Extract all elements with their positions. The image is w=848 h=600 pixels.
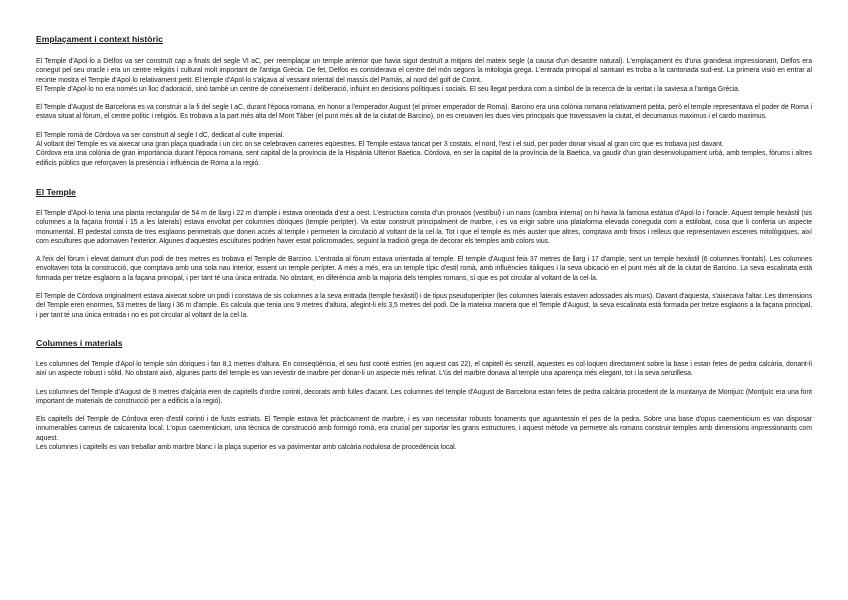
paragraph: El Temple d'August de Barcelona es va construir a la fi del segle I aC, durant l'època romana, en honor a l'emperador August (el primer emperador de Roma). Barcino era una colònia romana relativament petita, però el temple representava el poder de Roma i estava situat al fòrum, el centre polític i religiós. Es trobava a la part més alta del Mont Tàber (el punt més alt de la ciutat de Barcino), on es creuaven les dues vies principals que travessaven la ciutat, el decumanus maximus i el cardo maximus. (36, 104, 812, 121)
paragraph: El Temple d'Apol·lo no era només un lloc d'adoració, sinó també un centre de coneixement i deliberació, influint en decisions polítiques i socials. El seu llegat perdura com a símbol de la recerca de la veritat i la saviesa a l'antiga Grècia. (36, 85, 740, 93)
section-temple (36, 187, 812, 320)
paragraph: Les columnes del Temple d'Apol·lo temple són dòriques i fan 8,1 metres d'altura. En conseqüència, el seu fust conté estries (en aquest cas 22), el capitell és senzill, aquestes es col·loquen directament sobre la base i estan fetes de pedra calcària, donant-li així un aspecte robust i sòlid. No obstant això, algunes parts del temple es van revestir de marbre per donar-li un aspecte més refinat. L'ús del marbre donava al temple una aparença més elegant, tot i la seva senzillesa. (36, 360, 812, 378)
section-location-context (36, 34, 812, 168)
paragraph: Les columnes i capitells es van treballar amb marbre blanc i la plaça superior es va pavimentar amb calcària nodulosa de procedència local. (36, 444, 457, 452)
paragraph: El Temple de Còrdova originalment estava aixecat sobre un podi i constava de sis columnes a la seva entrada (temple hexàstil) i de tipus pseudoperípter (les columnes laterals estaven adossades als murs). Davant d'aquesta, s'aixecava l'altar. Les dimensions del Temple eren enormes, 53 metres de llarg i 36 m d'ample. Es calcula que tenia uns 9 metres d'altura, afegint-li els 3,5 metres del podi. De la mateixa manera que el Temple d'August, la seva escalinata està formada per tretze esglaons a la façana principal, i per tant té una única entrada i no es pot circular al voltant de la cel·la. (36, 293, 812, 319)
section-columns-materials (36, 338, 812, 452)
paragraph: Al voltant del Temple es va aixecar una gran plaça quadrada i un circ on se celebraven carreres eqüestres. El Temple estava tancat per 3 costats, el nord, l'est i el sud, per poder donar visual al gran circ que es trobava just davant. (36, 141, 724, 149)
paragraph: El Temple romà de Còrdova va ser construït al segle I dC, dedicat al culte imperial. (36, 131, 285, 139)
section-heading: Columnes i materials (36, 337, 123, 348)
paragraph: Còrdova era una colònia de gran importància durant l'època romana, sent capital de la província de la Hispània Ulterior Baetica. Còrdova, en ser la capital de la província de la Baetica, va gaudir d'un gran desenvolupament urbà, amb temples, fòrums i altres edificis públics que reforçaven la presència i influència de Roma a la regió. (36, 150, 812, 167)
paragraph: A l'eix del fòrum i elevat damunt d'un podi de tres metres es trobava el Temple de Barcino. L'entrada al fòrum estava orientada al temple. El temple d'August feia 37 metres de llarg i 17 d'ample, sent un temple hexàstil (6 columnes frontals). Les columnes envoltaven tota la construcció, que comptava amb una sola nau interior, essent un temple perípter. A més a més, era un temple típic d'estil romà, amb influències itàliques i la seva ubicació en el punt més alt de la ciutat de Barcino. La seva escalinata està formada per tretze esglaons a la façana principal, i per tant té una única entrada. No obstant, en diferència amb la majoria dels temples romans, sí que es pot circular al voltant de la cel·la. (36, 256, 812, 282)
paragraph: Les columnes del Temple d'August de 9 metres d'alçària eren de capitells d'ordre corinti, decorats amb fulles d'acant. Les columnes del temple d'August de Barcelona estan fetes de pedra calcària procedent de la muntanya de Montjuïc (Montjuïc era una font important de materials de construcció per a edificis a la regió). (36, 388, 812, 405)
section-heading: Emplaçament i context històric (36, 34, 164, 44)
paragraph: Els capitells del Temple de Còrdova eren d'estil corinti i de fusts estriats. El Temple estava fet pràcticament de marbre, i es van necessitar robusts fonaments que aguantessin el pes de la pedra. Sobre una base d'opus caementicium es van disposar innumerables carreus de calcarenita local. L'opus caementicium, una tècnica de construcció amb formigó romà, era crucial per suportar les grans estructures, i aquest mètode va permetre als romans construir temples amb dimensions impressionants com aquest. (36, 416, 812, 442)
paragraph: El Temple d'Apol·lo tenia una planta rectangular de 54 m de llarg i 22 m d'ample i estava orientada d'est a oest. L'estructura consta d'un pronaos (vestíbul) i un naos (cambra interna) on hi havia la famosa estàtua d'Apol·lo i l'oracle. Aquest temple hexàstil (sis columnes a la façana frontal i 15 a les laterals) estava envoltat per columnes dòriques (temple perípter). Va estar construït principalment de marbre, i es va erigir sobre una plataforma elevada coneguda com a estilobat, cosa que li conferia un aspecte monumental. El pedestal consta de tres esglaons perimetrals que donen accés al temple i permeten la circulació al voltant de la cel·la. Tot i que el temple és més auster que altres, comptava amb frisos i relleus que representaven escenes mitològiques, així com escultures que adornaven l'exterior. Algunes d'aquestes escultures podrien haver estat policromades, seguint la tradició grega de decorar els temples amb colors vius. (36, 209, 812, 245)
paragraph: El Temple d'Apol·lo a Delfos va ser construït cap a finals del segle VI aC, per reemplaçar un temple anterior que havia sigut destruït a mitjans del mateix segle (a causa d'un desastre natural). L'emplaçament és d'una grandesa impressionant, Delfos era conegut pel seu oracle i era un centre religiós i cultural molt important de l'antiga Grècia. De fet, Delfos es considerava el centre del món segons la mitologia grega. L'entrada principal al santuari es troba a la cantonada sud-est. La primera visió en entrar al recinte mostra el Temple d'Apol·lo relativament petit. El temple d'Apol·lo s'alçava al vessant oriental del massís del Parnàs, al nord del golf de Corint. (36, 58, 812, 84)
section-heading: El Temple (36, 186, 76, 197)
